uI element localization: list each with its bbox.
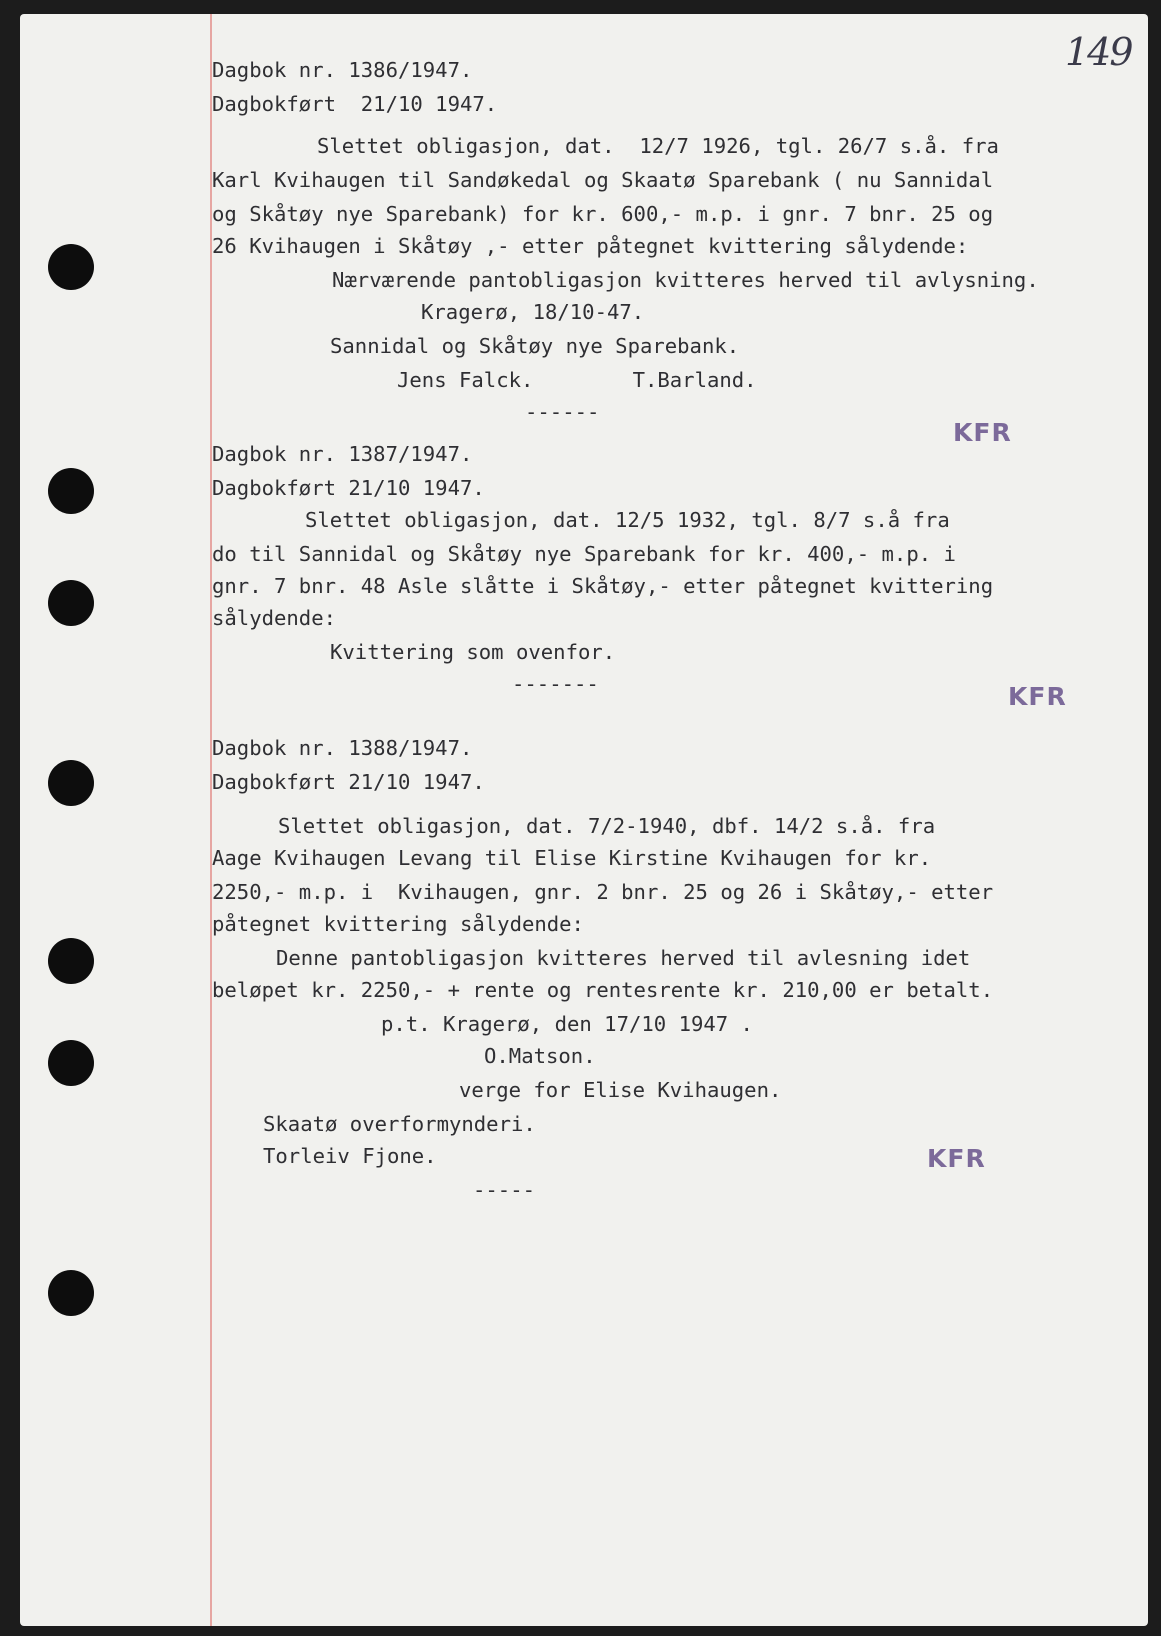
entry-3-line: påtegnet kvittering sålydende:	[212, 912, 584, 936]
entry-3-line: p.t. Kragerø, den 17/10 1947 .	[381, 1012, 753, 1036]
entry-3-line: Dagbokført 21/10 1947.	[212, 770, 485, 794]
entry-3-line: Aage Kvihaugen Levang til Elise Kirstine Kvihaugen for kr.	[212, 846, 932, 870]
entry-2-separator: -------	[512, 672, 599, 696]
entry-2-line: do til Sannidal og Skåtøy nye Sparebank for kr. 400,- m.p. i	[212, 542, 956, 566]
entry-1-line: Jens Falck. T.Barland.	[397, 368, 757, 392]
entry-2-line: Dagbok nr. 1387/1947.	[212, 442, 473, 466]
entry-1-line: og Skåtøy nye Sparebank) for kr. 600,- m.p. i gnr. 7 bnr. 25 og	[212, 202, 994, 226]
punch-hole	[48, 580, 94, 626]
kfr-stamp: KFR	[927, 1144, 986, 1173]
entry-3-line: beløpet kr. 2250,- + rente og rentesrente kr. 210,00 er betalt.	[212, 978, 994, 1002]
entry-3-separator: -----	[473, 1178, 535, 1202]
entry-1-line: Slettet obligasjon, dat. 12/7 1926, tgl. 26/7 s.å. fra	[317, 134, 999, 158]
entry-3-line: Dagbok nr. 1388/1947.	[212, 736, 473, 760]
ledger-page	[20, 14, 1148, 1626]
entry-2-line: Kvittering som ovenfor.	[330, 640, 616, 664]
punch-hole	[48, 760, 94, 806]
punch-hole	[48, 1270, 94, 1316]
punch-hole	[48, 468, 94, 514]
entry-2-line: sålydende:	[212, 606, 336, 630]
entry-1-line: Nærværende pantobligasjon kvitteres herved til avlysning.	[332, 268, 1039, 292]
entry-1-line: Kragerø, 18/10-47.	[421, 300, 645, 324]
entry-3-line: O.Matson.	[484, 1044, 596, 1068]
entry-3-line: verge for Elise Kvihaugen.	[459, 1078, 782, 1102]
entry-3-line: Slettet obligasjon, dat. 7/2-1940, dbf. 14/2 s.å. fra	[278, 814, 936, 838]
entry-3-line: 2250,- m.p. i Kvihaugen, gnr. 2 bnr. 25 og 26 i Skåtøy,- etter	[212, 880, 994, 904]
entry-3-line: Torleiv Fjone.	[263, 1144, 437, 1168]
entry-1-line: Dagbokført 21/10 1947.	[212, 92, 498, 116]
entry-2-line: gnr. 7 bnr. 48 Asle slåtte i Skåtøy,- etter påtegnet kvittering	[212, 574, 994, 598]
entry-1-separator: ------	[525, 400, 600, 424]
entry-3-line: Skaatø overformynderi.	[263, 1112, 536, 1136]
entry-1-line: Dagbok nr. 1386/1947.	[212, 58, 473, 82]
punch-hole	[48, 1040, 94, 1086]
punch-hole	[48, 244, 94, 290]
entry-1-line: 26 Kvihaugen i Skåtøy ,- etter påtegnet kvittering sålydende:	[212, 234, 969, 258]
kfr-stamp: KFR	[1008, 682, 1067, 711]
entry-2-line: Slettet obligasjon, dat. 12/5 1932, tgl. 8/7 s.å fra	[305, 508, 950, 532]
entry-3-line: Denne pantobligasjon kvitteres herved til avlesning idet	[276, 946, 971, 970]
entry-1-line: Karl Kvihaugen til Sandøkedal og Skaatø Sparebank ( nu Sannidal	[212, 168, 994, 192]
page-number: 149	[1065, 30, 1132, 74]
kfr-stamp: KFR	[953, 418, 1012, 447]
entry-1-line: Sannidal og Skåtøy nye Sparebank.	[330, 334, 740, 358]
punch-hole	[48, 938, 94, 984]
entry-2-line: Dagbokført 21/10 1947.	[212, 476, 485, 500]
